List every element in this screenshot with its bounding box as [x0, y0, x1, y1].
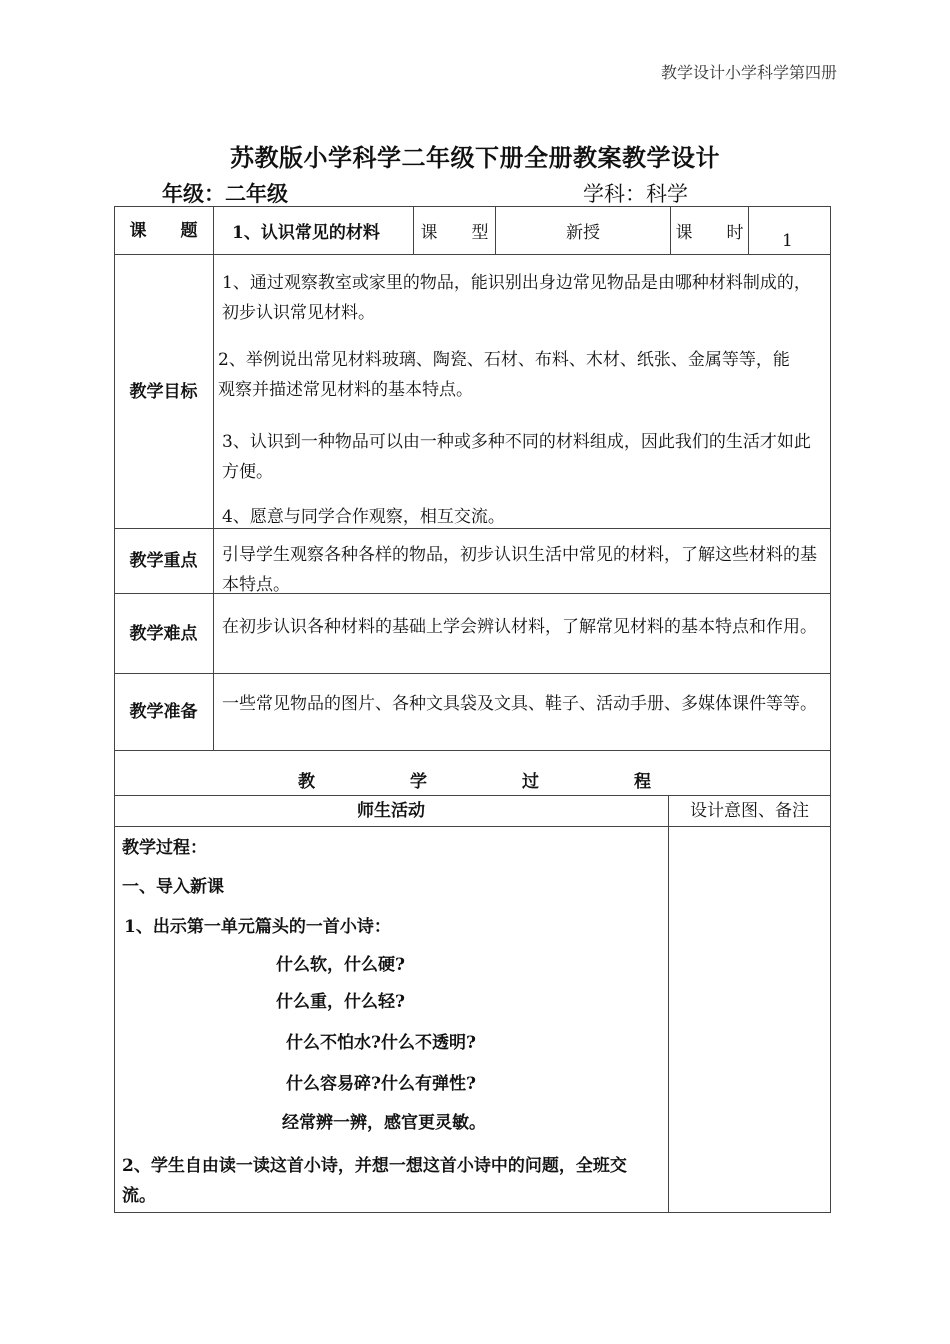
hours-value: 1	[782, 231, 793, 251]
process-line: 什么软，什么硬?	[276, 955, 405, 975]
preparation-label: 教学准备	[129, 702, 198, 722]
key-points-text: 引导学生观察各种各样的物品，初步认识生活中常见的材料，了解这些材料的基本特点。	[222, 545, 817, 595]
activity-column-header: 师生活动	[357, 801, 425, 821]
difficulties-text: 在初步认识各种材料的基础上学会辨认材料，了解常见材料的基本特点和作用。	[222, 617, 817, 637]
process-line: 一、导入新课	[122, 877, 224, 897]
process-line: 教学过程：	[122, 838, 207, 858]
subject-label: 学科：科学	[583, 182, 688, 206]
process-line: 1、出示第一单元篇头的一首小诗：	[124, 917, 391, 937]
process-line: 什么容易碎?什么有弹性?	[286, 1074, 476, 1094]
difficulties-label: 教学难点	[129, 623, 198, 644]
process-heading-char: 过	[522, 772, 539, 792]
document-label: 教学设计小学科学第四册	[660, 63, 837, 82]
objectives-label: 教学目标	[129, 381, 198, 402]
key-points-label: 教学重点	[129, 551, 198, 571]
process-line: 什么重，什么轻?	[276, 992, 405, 1012]
notes-column-header: 设计意图、备注	[690, 801, 809, 821]
process-line: 什么不怕水?什么不透明?	[286, 1033, 476, 1053]
process-heading-char: 学	[410, 772, 427, 792]
process-heading-char: 程	[634, 772, 651, 792]
process-line: 经常辨一辨，感官更灵敏。	[282, 1113, 486, 1133]
objective-item: 1、通过观察教室或家里的物品，能识别出身边常见物品是由哪种材料制成的，初步认识常见材料。	[222, 273, 811, 323]
objective-item: 2、举例说出常见材料玻璃、陶瓷、石材、布料、木材、纸张、金属等等，能观察并描述常见材料的基本特点。	[218, 350, 790, 400]
page-title: 苏教版小学科学二年级下册全册教案教学设计	[230, 143, 720, 172]
topic-label: 课 题	[129, 220, 198, 241]
process-line: 2、学生自由读一读这首小诗，并想一想这首小诗中的问题，全班交流。	[122, 1156, 627, 1206]
hours-label: 课 时	[675, 223, 744, 243]
process-heading-char: 教	[298, 772, 315, 792]
objective-item: 3、认识到一种物品可以由一种或多种不同的材料组成，因此我们的生活才如此方便。	[222, 432, 811, 482]
type-value: 新授	[566, 223, 600, 243]
type-label: 课 型	[420, 223, 489, 243]
topic-value: 1、认识常见的材料	[232, 223, 380, 243]
grade-label: 年级：二年级	[162, 181, 288, 206]
objective-item: 4、愿意与同学合作观察，相互交流。	[222, 507, 505, 527]
preparation-text: 一些常见物品的图片、各种文具袋及文具、鞋子、活动手册、多媒体课件等等。	[222, 694, 817, 714]
